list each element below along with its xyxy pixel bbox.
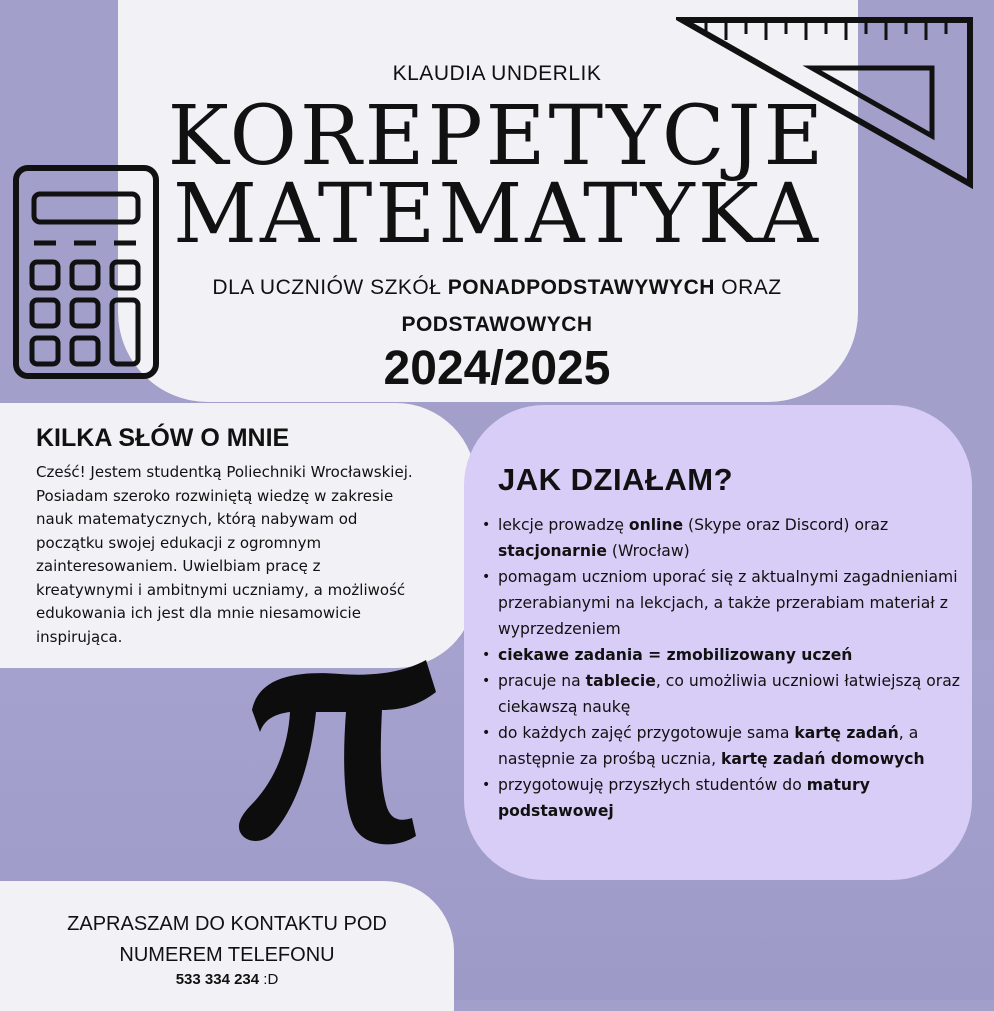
subtitle-line2: PODSTAWOWYCH bbox=[401, 313, 593, 336]
item-bold: ciekawe zadania = zmobilizowany uczeń bbox=[498, 646, 853, 664]
item-text: (Skype oraz Discord) oraz bbox=[683, 516, 889, 534]
item-bold: stacjonarnie bbox=[498, 542, 607, 560]
item-bold: online bbox=[628, 516, 684, 534]
author-name: KLAUDIA UNDERLIK bbox=[392, 62, 602, 85]
item-text: do każdych zajęć przygotowuje sama bbox=[498, 724, 795, 742]
list-item bbox=[482, 668, 968, 720]
bullet-icon: • bbox=[482, 777, 491, 793]
subtitle-bold: PONADPODSTAWYWYCH bbox=[447, 276, 715, 299]
school-year: 2024/2025 bbox=[383, 342, 611, 395]
bullet-icon: • bbox=[482, 725, 491, 741]
subtitle-prefix: DLA UCZNIÓW SZKÓŁ bbox=[212, 276, 448, 299]
item-text: lekcje prowadzę bbox=[498, 516, 629, 534]
item-text: , a następnie za prośbą ucznia, bbox=[498, 724, 919, 768]
item-bold: tablecie bbox=[585, 672, 656, 690]
list-item bbox=[482, 564, 968, 642]
list-item bbox=[482, 642, 968, 668]
contact-phone-line bbox=[0, 971, 454, 988]
bullet-icon: • bbox=[482, 569, 491, 585]
list-item bbox=[482, 512, 968, 564]
list-item bbox=[482, 772, 968, 824]
page-title-line2: MATEMATYKA bbox=[173, 167, 821, 262]
item-text: (Wrocław) bbox=[606, 542, 690, 560]
contact-line1: ZAPRASZAM DO KONTAKTU POD bbox=[67, 913, 387, 935]
how-title: JAK DZIAŁAM? bbox=[498, 462, 734, 497]
item-text: pracuje na bbox=[498, 672, 586, 690]
item-text: przygotowuję przyszłych studentów do bbox=[498, 776, 807, 794]
page-title-line1: KOREPETYCJE bbox=[167, 89, 827, 184]
bullet-icon: • bbox=[482, 647, 491, 663]
item-bold: matury podstawowej bbox=[498, 776, 870, 820]
phone-suffix: :D bbox=[259, 971, 279, 988]
item-bold: kartę zadań domowych bbox=[721, 750, 925, 768]
bullet-icon: • bbox=[482, 673, 491, 689]
item-text: , co umożliwia uczniowi łatwiejszą oraz ciekawszą naukę bbox=[498, 672, 960, 716]
about-title: KILKA SŁÓW O MNIE bbox=[36, 424, 290, 452]
subtitle-suffix: ORAZ bbox=[714, 276, 782, 299]
how-list bbox=[482, 512, 968, 824]
about-text: Cześć! Jestem studentką Poliechniki Wrocławskiej. Posiadam szeroko rozwiniętą wiedzę w zakresie nauk matematycznych, którą nabywam od początku swojej edukacji z ogromnym zainteresowaniem. Uwielbiam pracę z kreatywnymi i ambitnymi uczniamy, a możliwość edukowania ich jest dla mnie niesamowicie inspirująca. bbox=[36, 463, 413, 646]
contact-line2: NUMEREM TELEFONU bbox=[119, 944, 335, 966]
list-item bbox=[482, 720, 968, 772]
phone-number[interactable]: 533 334 234 bbox=[175, 971, 260, 988]
item-text: pomagam uczniom uporać się z aktualnymi zagadnieniami przerabianymi na lekcjach, a także przerabiam materiał z wyprzedzeniem bbox=[498, 568, 958, 638]
bullet-icon: • bbox=[482, 517, 491, 533]
subtitle-line1 bbox=[0, 276, 994, 300]
pi-symbol-icon bbox=[230, 652, 444, 850]
item-bold: kartę zadań bbox=[794, 724, 899, 742]
